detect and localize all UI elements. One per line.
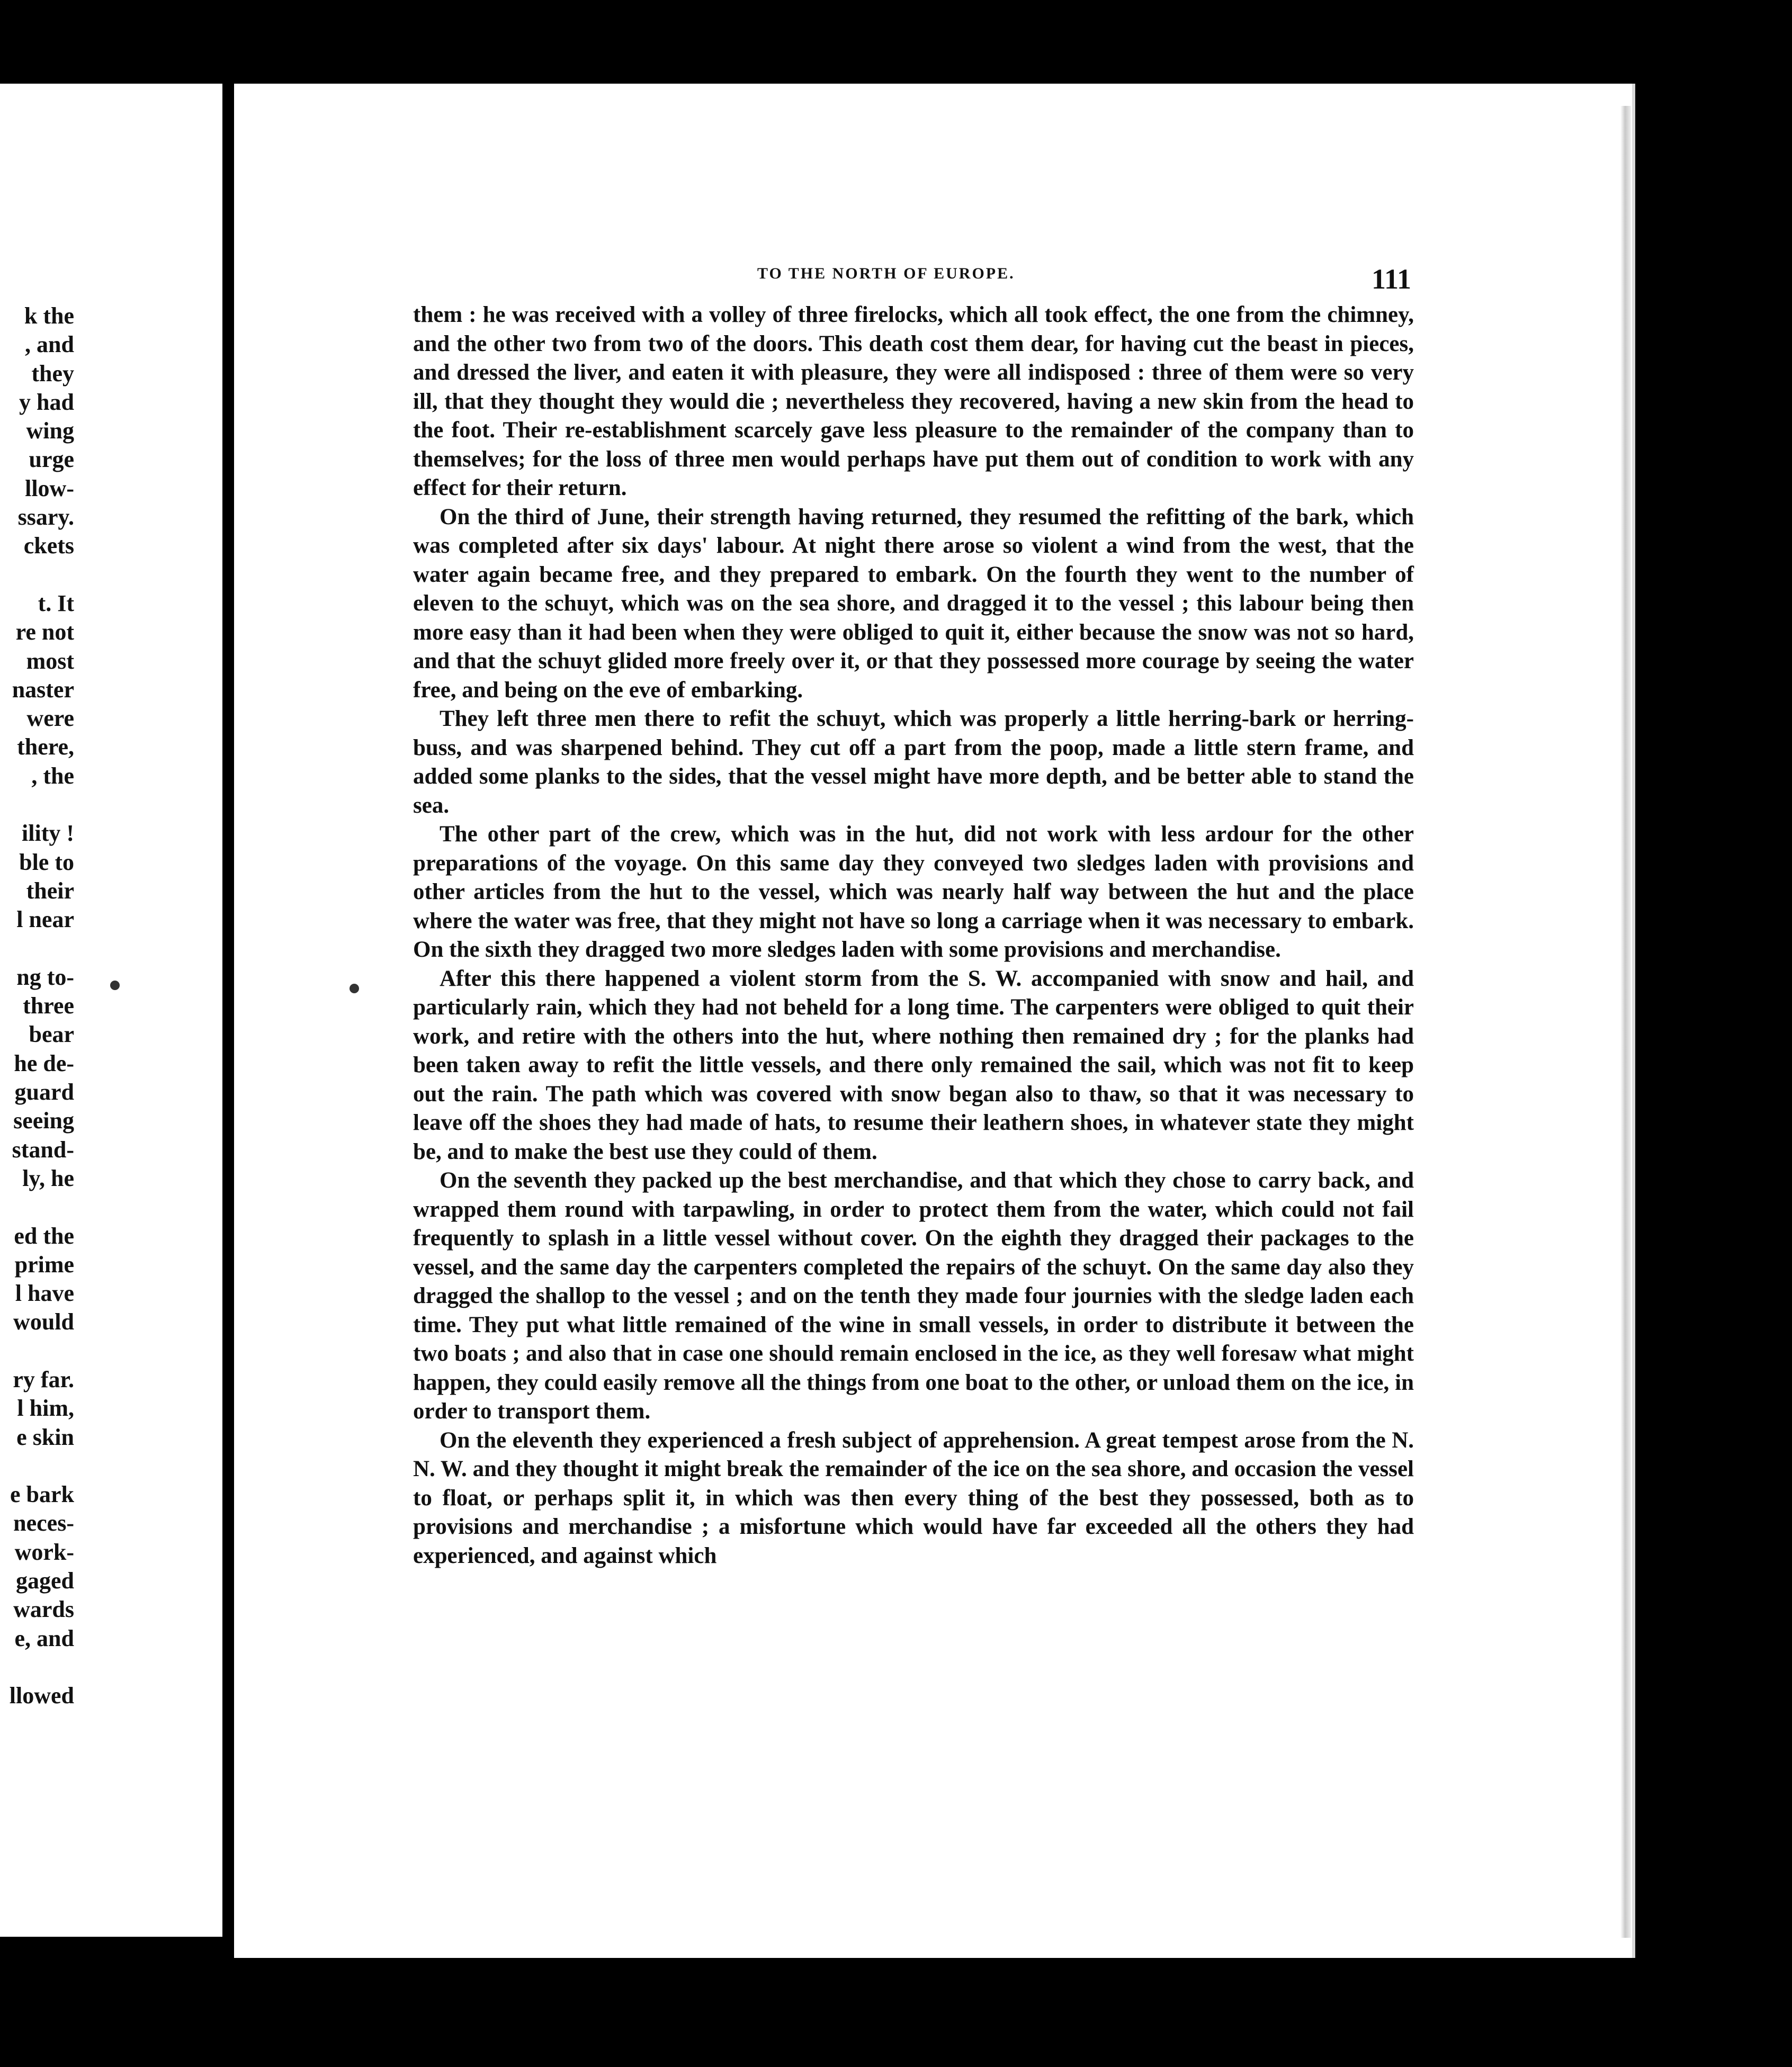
line-gap <box>0 1337 74 1365</box>
left-page-line-fragment: l have <box>15 1280 74 1307</box>
left-page-line-fragment: stand- <box>12 1136 74 1163</box>
left-page-cropped-text <box>0 302 74 1711</box>
page-edge-shadow <box>1620 106 1631 1938</box>
left-page-line-fragment: there, <box>17 734 74 760</box>
left-page-line-fragment: guard <box>14 1079 74 1106</box>
left-page-line-fragment: work- <box>14 1539 74 1565</box>
left-page-line-fragment: ly, he <box>22 1165 74 1191</box>
paragraph: them : he was received with a volley of three firelocks, which all took effect, the one from the chimney, and the other two from two of the doors. This death cost them dear, for having cut the beast in pieces, and dressed the liver, and eaten it with pleasure, they were all indisposed : three of them were so very ill, that they thought they would die ; nevertheless they recovered, having a new skin from the head to the foot. Their re-establishment scarcely gave less pleasure to the remainder of the company than to themselves; for the loss of three men would perhaps have put them out of condition to work with any effect for their return. <box>413 302 1414 500</box>
page-number: 111 <box>1372 263 1412 295</box>
left-page-line-fragment: ssary. <box>17 504 74 531</box>
left-page-line-fragment: , the <box>31 762 74 789</box>
left-page-line-fragment: bear <box>29 1021 74 1048</box>
paragraph: On the eleventh they experienced a fresh subject of apprehension. A great tempest arose from the N. N. W. and they thought it might break the remainder of the ice on the sea shore, and occasion the vessel to float, or perhaps split it, in which was then every thing of the best they possessed, both as to provisions and merchandise ; a misfortune which would have far exceeded all the others they had experienced, and against which <box>413 1427 1414 1568</box>
left-page-line-fragment: wing <box>26 418 74 444</box>
left-page-line-fragment: ility ! <box>22 820 74 847</box>
left-page-line-fragment: urge <box>29 446 74 473</box>
left-page-line-fragment: re not <box>15 619 74 645</box>
left-page-line-fragment: most <box>26 648 74 674</box>
paragraph: They left three men there to refit the schuyt, which was properly a little herring-bark or herring-buss, and was sharpened behind. They cut off a part from the poop, made a little stern frame, and added some planks to the sides, that the vessel might have more depth, and be better able to stand the sea. <box>413 706 1414 818</box>
left-page-line-fragment: gaged <box>16 1568 74 1594</box>
left-page-line-fragment: k the <box>24 303 74 329</box>
line-gap <box>0 1653 74 1682</box>
line-gap <box>0 934 74 963</box>
left-page-line-fragment: e, and <box>14 1625 74 1651</box>
left-page-line-fragment: ckets <box>23 533 74 559</box>
paragraph: After this there happened a violent storm from the S. W. accompanied with snow and hail, and particularly rain, which they had not beheld for a long time. The carpenters were obliged to quit their work, and retire with the others into the hut, where nothing then remained dry ; for the planks had been taken away to refit the little vessels, and there only remained the sail, which was not fit to keep out the rain. The path which was covered with snow began also to thaw, so that it was necessary to leave off the shoes they had made of hats, to resume their leathern shoes, in whatever state they might be, and to make the best use they could of them. <box>413 966 1414 1164</box>
left-page-line-fragment: l near <box>16 906 74 933</box>
left-page-line-fragment: he de- <box>14 1050 74 1076</box>
ink-smudge <box>350 984 359 993</box>
left-page-line-fragment: ed the <box>14 1223 74 1249</box>
body-text <box>413 301 1414 1570</box>
paragraph: The other part of the crew, which was in the hut, did not work with less ardour for the other preparations of the voyage. On this same day they conveyed two sledges laden with provisions and other articles from the hut to the vessel, which was nearly half way between the hut and the place where the water was free, that they might not have so long a carriage when it was necessary to embark. On the sixth they dragged two more sledges laden with some provisions and merchandise. <box>413 822 1414 962</box>
ink-smudge <box>110 981 120 990</box>
line-gap <box>0 561 74 589</box>
left-page-line-fragment: neces- <box>13 1510 74 1536</box>
line-gap <box>0 790 74 819</box>
spine-rule <box>222 84 234 2064</box>
left-page-line-fragment: would <box>13 1309 74 1335</box>
left-page-line-fragment: they <box>31 360 74 387</box>
left-page-line-fragment: llow- <box>25 475 74 501</box>
left-page-line-fragment: ry far. <box>13 1366 74 1392</box>
line-gap <box>0 1193 74 1221</box>
left-page-line-fragment: l him, <box>17 1395 74 1422</box>
paragraph: On the third of June, their strength having returned, they resumed the refitting of the bark, which was completed after six days' labour. At night there arose so violent a wind from the west, that the water again became free, and they prepared to embark. On the fourth they went to the number of eleven to the schuyt, which was on the sea shore, and dragged it to the vessel ; this labour being then more easy than it had been when they were obliged to quit it, either because the snow was not so hard, and that the schuyt glided more freely over it, or that they possessed more courage by seeing the water free, and being on the eve of embarking. <box>413 504 1414 703</box>
left-page-line-fragment: were <box>26 705 74 732</box>
left-page-line-fragment: e bark <box>10 1481 74 1508</box>
left-page-line-fragment: seeing <box>13 1108 74 1134</box>
running-head: TO THE NORTH OF EUROPE. <box>757 265 1015 282</box>
line-gap <box>0 1452 74 1480</box>
left-page-line-fragment: naster <box>12 676 74 703</box>
paragraph: On the seventh they packed up the best merchandise, and that which they chose to carry back, and wrapped them round with tarpawling, in order to protect them from the water, which could not fail frequently to splash in a little vessel without cover. On the eighth they dragged their packages to the vessel, and the same day the carpenters completed the repairs of the schuyt. On the same day also they dragged the shallop to the vessel ; and on the tenth they made four journies with the sledge laden each time. They put what little remained of the wine in small vessels, in order to distribute it between the two boats ; and also that in case one should remain enclosed in the ice, as they well foresaw what might happen, they could easily remove all the things from one boat to the other, or unload them on the ice, in order to transport them. <box>413 1168 1414 1424</box>
left-page-line-fragment: ng to- <box>16 964 74 990</box>
left-page-line-fragment: e skin <box>16 1424 74 1450</box>
left-page-line-fragment: their <box>26 877 74 904</box>
left-page-line-fragment: prime <box>14 1251 74 1278</box>
left-page-line-fragment: y had <box>19 389 74 415</box>
left-page-line-fragment: ble to <box>19 849 74 875</box>
left-page-line-fragment: wards <box>13 1596 74 1623</box>
left-page-line-fragment: , and <box>25 331 74 358</box>
left-page-line-fragment: t. It <box>38 590 74 616</box>
left-page-line-fragment: llowed <box>9 1683 74 1709</box>
left-page-line-fragment: three <box>23 993 74 1019</box>
